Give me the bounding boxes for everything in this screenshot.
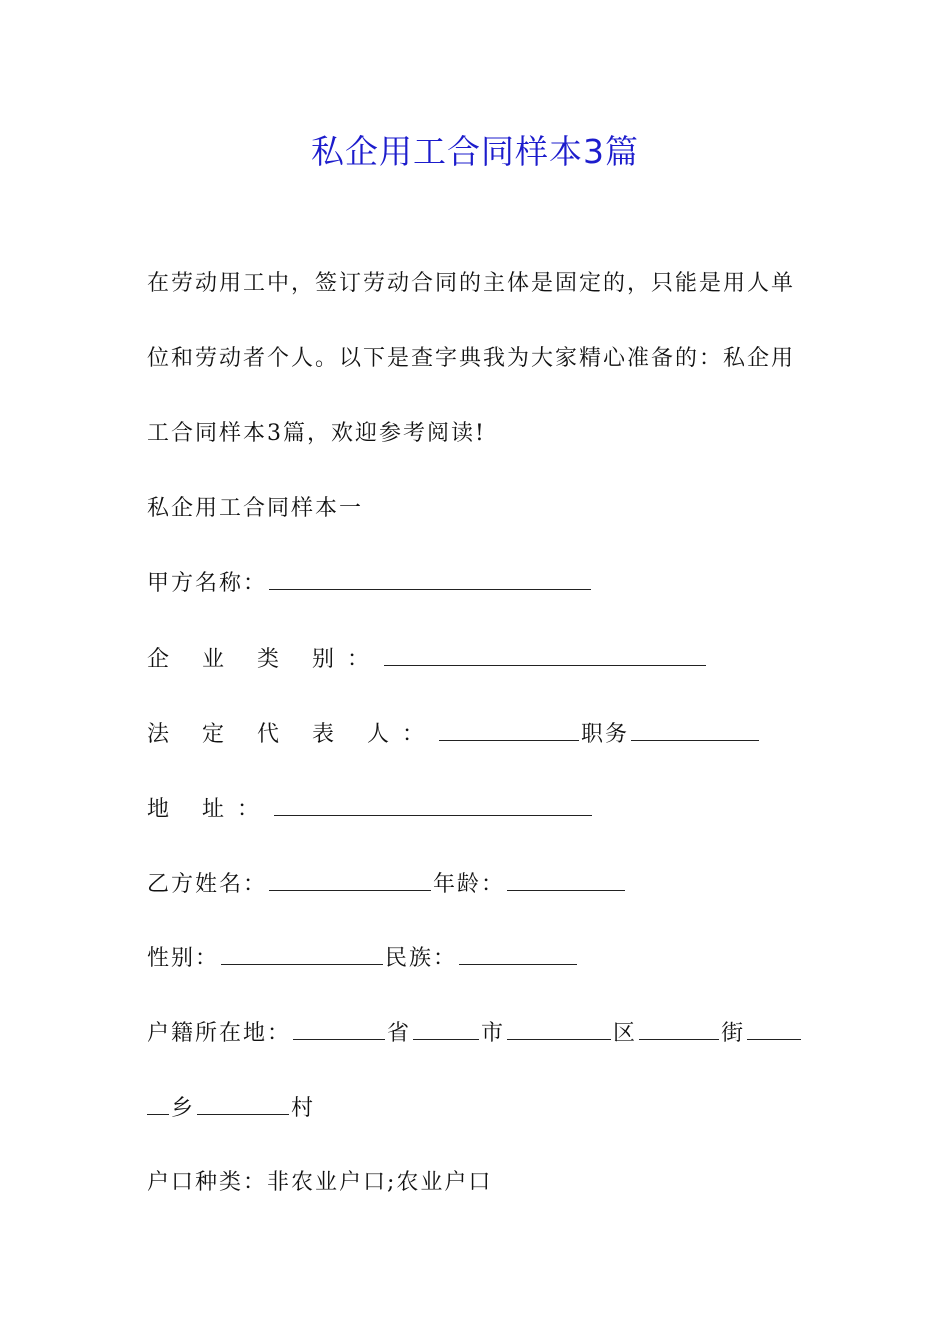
enterprise-type-row [147, 644, 708, 676]
party-b-row [147, 869, 627, 901]
township-row [147, 1093, 315, 1125]
province-label: 省 [387, 1021, 412, 1046]
position-blank[interactable] [631, 720, 759, 741]
ethnicity-blank[interactable] [459, 944, 577, 965]
district-blank[interactable] [507, 1019, 611, 1040]
street-blank[interactable] [639, 1019, 719, 1040]
village-blank[interactable] [197, 1094, 289, 1115]
address-blank[interactable] [274, 795, 592, 816]
age-label: 年龄： [433, 872, 506, 897]
address-label: 地 址： [147, 797, 272, 822]
gender-row [147, 943, 579, 975]
gender-label: 性别： [147, 946, 220, 971]
enterprise-type-blank[interactable] [384, 645, 706, 666]
district-label: 区 [613, 1021, 638, 1046]
party-a-name-row [147, 568, 593, 600]
village-label: 村 [291, 1096, 316, 1121]
document-title: 私企用工合同样本3篇 [311, 132, 639, 171]
street-continue-blank[interactable] [747, 1019, 801, 1040]
intro-line-1: 在劳动用工中，签订劳动合同的主体是固定的，只能是用人单 [147, 271, 796, 296]
household-location-label: 户籍所在地： [147, 1021, 292, 1046]
intro-line-3: 工合同样本3篇，欢迎参考阅读! [147, 421, 486, 446]
ethnicity-label: 民族： [385, 946, 458, 971]
household-location-row [147, 1018, 803, 1050]
party-b-name-blank[interactable] [269, 870, 431, 891]
household-type-row: 户口种类：非农业户口;农业户口 [147, 1170, 493, 1195]
section-heading: 私企用工合同样本一 [147, 496, 364, 521]
gender-blank[interactable] [221, 944, 383, 965]
township-blank[interactable] [147, 1094, 169, 1115]
intro-line-2: 位和劳动者个人。以下是查字典我为大家精心准备的：私企用 [147, 346, 796, 371]
city-label: 市 [481, 1021, 506, 1046]
province-blank[interactable] [293, 1019, 385, 1040]
address-row [147, 794, 594, 826]
party-a-name-blank[interactable] [269, 569, 591, 590]
age-blank[interactable] [507, 870, 625, 891]
party-a-name-label: 甲方名称： [147, 571, 268, 596]
party-b-name-label: 乙方姓名： [147, 872, 268, 897]
street-label: 街 [721, 1021, 746, 1046]
enterprise-type-label: 企 业 类 别： [147, 647, 382, 672]
township-label: 乡 [171, 1096, 196, 1121]
legal-rep-row [147, 719, 761, 751]
legal-rep-blank[interactable] [439, 720, 579, 741]
legal-rep-label: 法 定 代 表 人： [147, 722, 437, 747]
city-blank[interactable] [413, 1019, 479, 1040]
position-label: 职务 [580, 722, 629, 747]
